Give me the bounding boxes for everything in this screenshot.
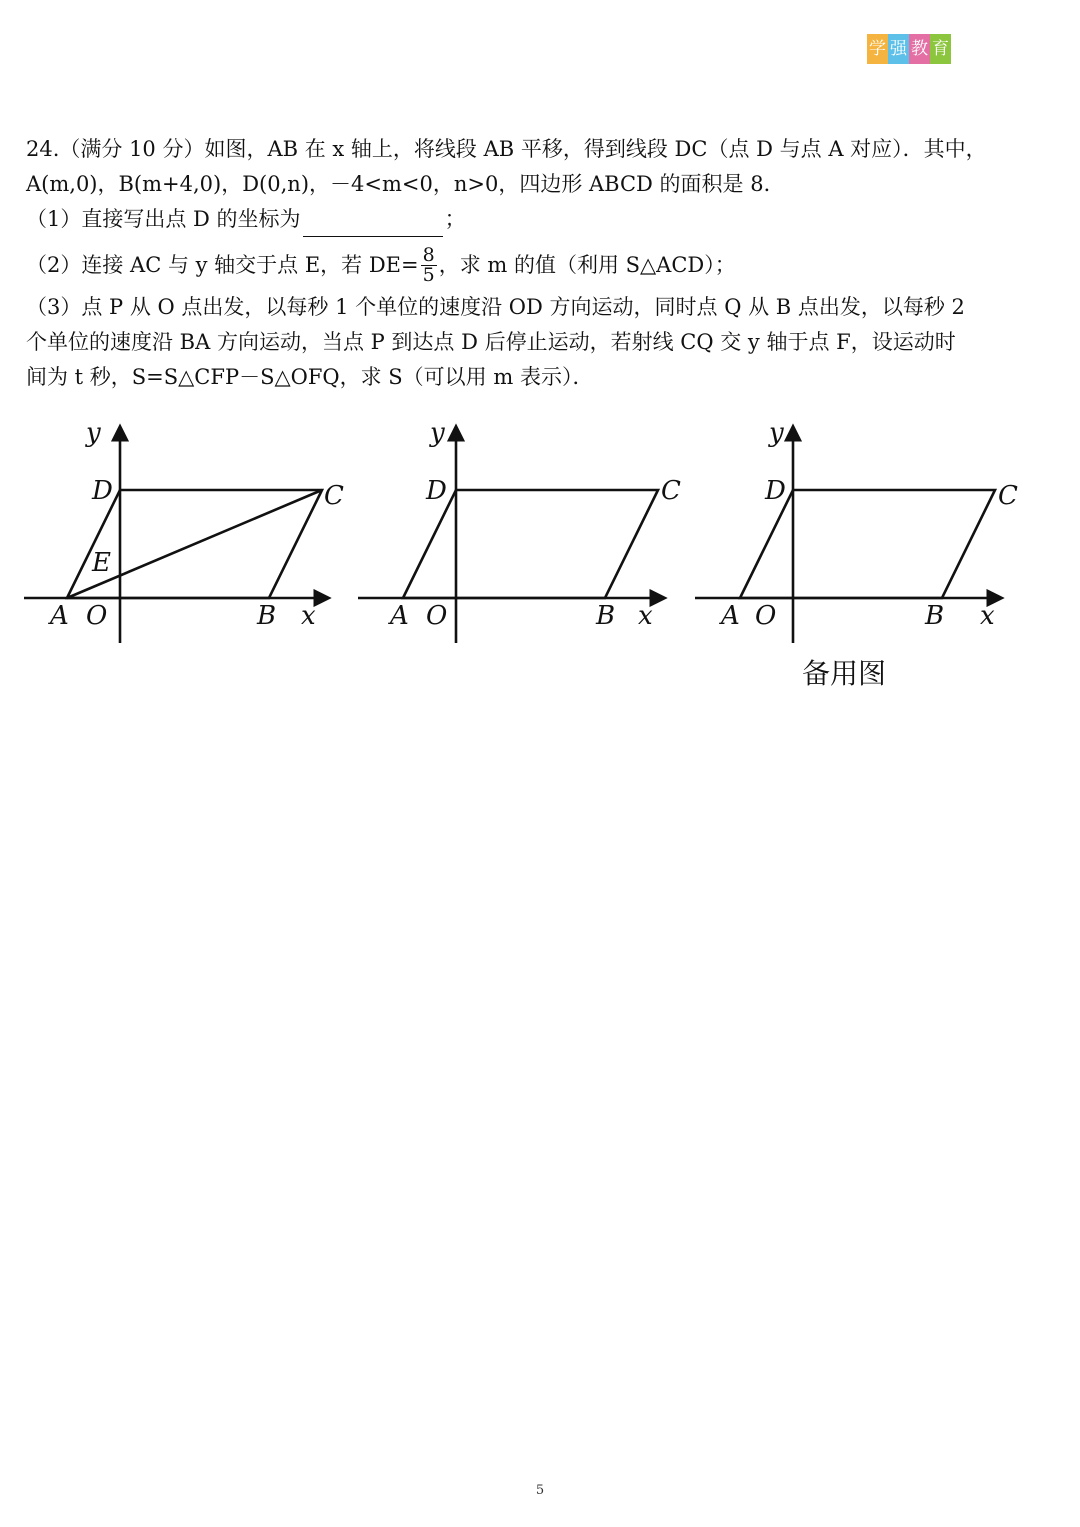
part1-suffix: ； [444,207,466,231]
question-part-3-line-2: 个单位的速度沿 BA 方向运动，当点 P 到达点 D 后停止运动，若射线 CQ 交 y 轴于点 F，设运动时 [26,330,956,354]
question-part-2 [26,240,1056,290]
part1-text: （1）直接写出点 D 的坐标为 [26,207,301,231]
answer-blank [303,216,443,237]
fraction-8-5 [421,243,437,286]
question-intro-line-1: 24.（满分 10 分）如图，AB 在 x 轴上，将线段 AB 平移，得到线段 DC（点 D 与点 A 对应）．其中， [26,137,987,161]
label-x: x [980,601,995,631]
label-b: B [257,601,277,631]
figure-caption: 备用图 [802,657,887,690]
label-a: A [721,601,740,631]
part2-suffix: ，求 m 的值（利用 S△ACD）； [438,252,736,277]
figure-2-parallelogram [356,415,696,655]
label-a: A [390,601,409,631]
label-b: B [596,601,616,631]
label-c: C [324,481,344,511]
parallelogram-abcd [403,490,658,598]
label-y: y [769,418,784,448]
label-y: y [86,418,101,448]
parallelogram-abcd [740,490,995,598]
fraction-numerator: 8 [422,243,435,266]
label-o: O [86,601,108,631]
question-part-3-line-3: 间为 t 秒，S=S△CFP－S△OFQ，求 S（可以用 m 表示）． [26,365,594,389]
label-c: C [661,476,681,506]
label-c: C [998,481,1018,511]
label-d: D [92,476,113,506]
brand-logo [867,34,951,64]
page-number: 5 [535,1483,545,1498]
question-intro-line-2: A(m,0)，B(m+4,0)，D(0,n)，－4<m<0，n>0，四边形 ABCD 的面积是 8． [26,172,785,196]
logo-char-2: 强 [888,34,909,64]
diagonal-ac [67,490,322,598]
label-o: O [426,601,448,631]
question-part-1 [26,202,1056,237]
label-a: A [50,601,69,631]
question-text [26,132,1056,395]
label-o: O [755,601,777,631]
part2-text: （2）连接 AC 与 y 轴交于点 E，若 DE= [26,252,419,277]
label-y: y [430,418,445,448]
label-x: x [301,601,316,631]
logo-char-4: 育 [930,34,951,64]
label-b: B [925,601,945,631]
logo-char-3: 教 [909,34,930,64]
fraction-denominator: 5 [422,263,435,286]
label-x: x [638,601,653,631]
logo-char-1: 学 [867,34,888,64]
figure-3-backup-parallelogram [693,415,1033,655]
figure-1-parallelogram-with-diagonal [20,415,360,655]
question-part-3-line-1: （3）点 P 从 O 点出发，以每秒 1 个单位的速度沿 OD 方向运动，同时点 Q 从 B 点出发，以每秒 2 [26,295,965,319]
label-e: E [92,548,111,578]
label-d: D [765,476,786,506]
label-d: D [426,476,447,506]
